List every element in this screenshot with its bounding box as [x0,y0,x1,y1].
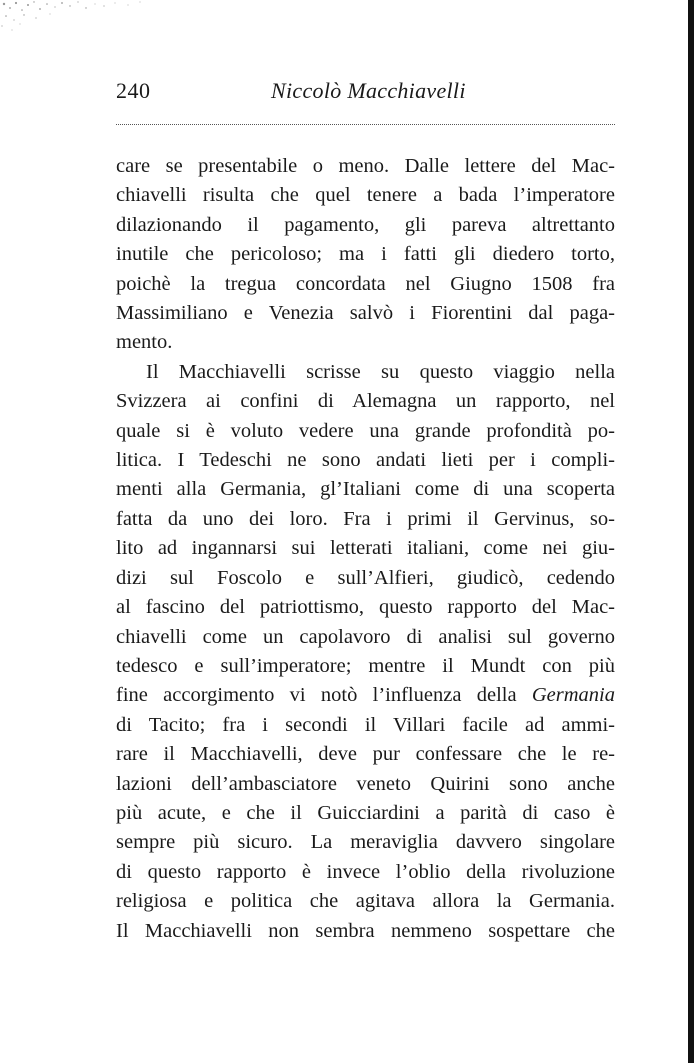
text-line: di questo rapporto è invece l’oblio della rivoluzione [116,860,615,883]
text-line: tedesco e sull’imperatore; mentre il Mundt con più [116,654,615,677]
text-line: lito ad ingannarsi sui letterati italiani, come nei giu- [116,537,615,560]
text-line: poichè la tregua concordata nel Giugno 1508 fra [116,272,615,295]
text-line: fatta da uno dei loro. Fra i primi il Gervinus, so- [116,507,615,530]
text-line: care se presentabile o meno. Dalle lettere del Mac- [116,155,615,177]
page-stain-decoration [0,0,200,40]
running-header [116,78,616,108]
body-text [116,152,615,946]
text-line: quale si è voluto vedere una grande profondità po- [116,419,615,442]
text-line: mento. [116,331,173,354]
text-line: dilazionando il pagamento, gli pareva altrettanto [116,213,615,236]
paragraph-2 [116,358,615,946]
text-line: Massimiliano e Venezia salvò i Fiorentini dal paga- [116,302,615,325]
text-line: Il Macchiavelli scrisse su questo viaggio nella [146,360,615,383]
text-line: chiavelli come un capolavoro di analisi sul governo [116,625,615,648]
text-line: di Tacito; fra i secondi il Villari facile ad ammi- [116,713,615,736]
header-rule [116,124,615,125]
page-edge-shadow [688,0,694,1063]
text-line: Il Macchiavelli non sembra nemmeno sospettare che [116,919,615,942]
text-line: menti alla Germania, gl’Italiani come di una scoperta [116,478,615,501]
text-line: inutile che pericoloso; ma i fatti gli diedero torto, [116,243,615,266]
text-line: religiosa e politica che agitava allora la Germania. [116,890,615,913]
text-line: litica. I Tedeschi ne sono andati lieti per i compli- [116,449,615,472]
text-line: Svizzera ai confini di Alemagna un rapporto, nel [116,390,615,413]
text-line: dizi sul Foscolo e sull’Alfieri, giudicò, cedendo [116,566,615,589]
paragraph-1 [116,152,615,358]
text-line: lazioni dell’ambasciatore veneto Quirini sono anche [116,772,615,795]
page-number: 240 [116,78,151,103]
italic-title: Germania [531,684,615,707]
text-segment: fine accorgimento vi notò l’influenza della [116,684,517,707]
text-line: più acute, e che il Guicciardini a parità di caso è [116,801,615,824]
text-line: sempre più sicuro. La meraviglia davvero singolare [116,831,615,854]
text-line-with-italic [116,681,615,710]
text-line: al fascino del patriottismo, questo rapporto del Mac- [116,596,615,619]
text-line: chiavelli risulta che quel tenere a bada l’imperatore [116,184,615,207]
text-line: rare il Macchiavelli, deve pur confessare che le re- [116,743,615,766]
running-title: Niccolò Macchiavelli [271,78,466,103]
